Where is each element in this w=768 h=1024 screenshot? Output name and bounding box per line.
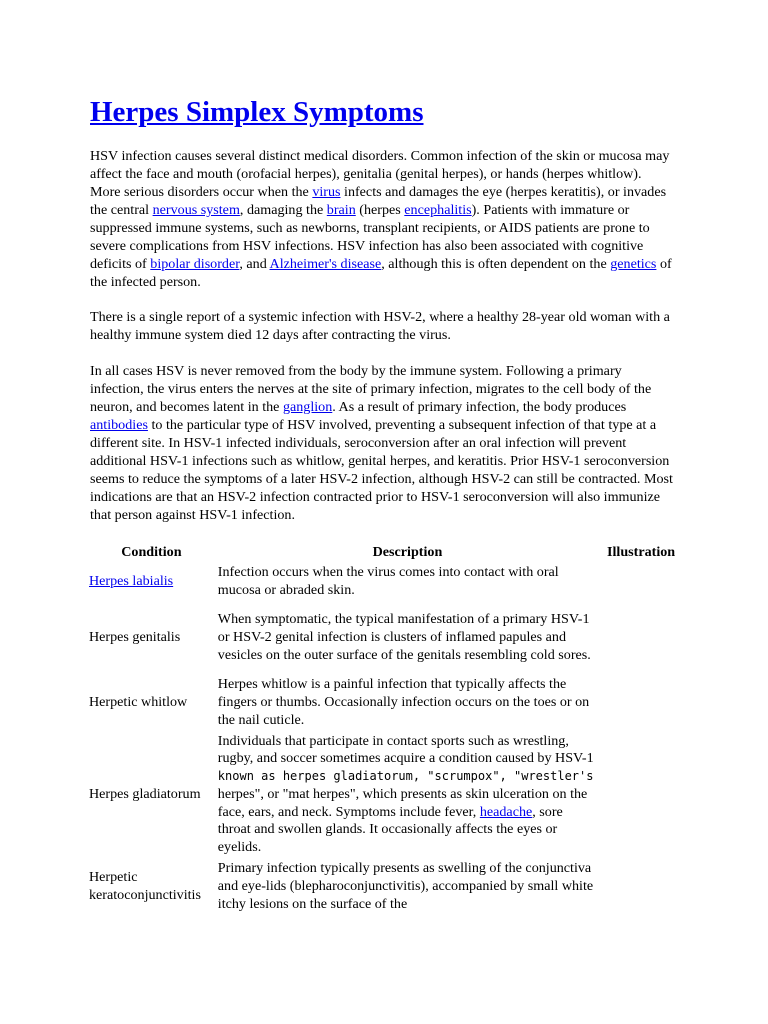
table-row — [88, 860, 682, 914]
header-condition: Condition — [121, 544, 182, 560]
condition-cell — [88, 564, 215, 600]
conditions-table — [86, 542, 684, 916]
link-brain[interactable]: brain — [326, 202, 356, 218]
paragraph-latency — [90, 362, 674, 524]
text: , and — [239, 256, 270, 272]
condition-cell: Herpes genitalis — [89, 628, 181, 645]
text: ). Patients with immature or suppressed immune systems, such as newborns, transplant recipients, or AIDS patients are prone to severe complications from HSV infections. HSV infection has also been associated with cognitive deficits of — [90, 202, 650, 272]
illustration-cell — [600, 564, 682, 600]
text: In all cases HSV is never removed from the body by the immune system. Following a primary infection, the virus enters the nerves at the site of primary infection, migrates to the cell body of the neuron, and becomes latent in the — [90, 363, 652, 415]
link-encephalitis[interactable]: encephalitis — [404, 202, 472, 218]
table-header-row — [88, 544, 682, 562]
description-cell — [217, 732, 598, 858]
link-virus[interactable]: virus — [312, 184, 341, 200]
text: to the particular type of HSV involved, preventing a subsequent infection of that type at a different site. In HSV-1 infected individuals, seroconversion after an oral infection will prevent additional HSV-1 infections such as whitlow, genital herpes, and keratitis. Prior HSV-1 seroconversion seems to reduce the symptoms of a later HSV-2 infection, although HSV-2 can still be contracted. Most indications are that an HSV-2 infection contracted prior to HSV-1 seroconversion will also immunize that person against HSV-1 infection. — [90, 417, 673, 523]
link-ganglion[interactable]: ganglion — [282, 399, 333, 415]
illustration-cell — [600, 732, 682, 858]
link-nervous-system[interactable]: nervous system — [152, 202, 240, 218]
link-bipolar-disorder[interactable]: bipolar disorder — [150, 256, 240, 272]
text-mono: known as herpes gladiatorum, "scrumpox", "wrestler's — [217, 769, 594, 784]
illustration-cell — [600, 860, 682, 914]
description-cell: When symptomatic, the typical manifestation of a primary HSV-1 or HSV-2 genital infection is clusters of inflamed papules and vesicles on the outer surface of the genitals resembling cold sores. — [217, 611, 591, 663]
header-illustration: Illustration — [607, 544, 676, 560]
condition-cell: Herpetic whitlow — [89, 693, 188, 710]
table-row — [88, 676, 682, 730]
link-genetics[interactable]: genetics — [610, 256, 657, 272]
link-herpes-labialis[interactable]: Herpes labialis — [89, 572, 174, 589]
title-link[interactable]: Herpes Simplex Symptoms — [90, 96, 424, 128]
text: . As a result of primary infection, the body produces — [332, 399, 627, 415]
condition-cell: Herpetic keratoconjunctivitis — [89, 869, 201, 903]
paragraph-intro — [90, 147, 674, 291]
illustration-cell — [600, 676, 682, 730]
description-cell: Herpes whitlow is a painful infection that typically affects the fingers or thumbs. Occasionally infection occurs on the toes or on the nail cuticle. — [217, 676, 590, 728]
text: Individuals that participate in contact sports such as wrestling, rugby, and soccer sometimes acquire a condition caused by HSV-1 — [217, 732, 594, 767]
header-description: Description — [372, 544, 443, 560]
text: , damaging the — [239, 202, 327, 218]
text: (herpes — [355, 202, 405, 218]
description-cell: Primary infection typically presents as swelling of the conjunctiva and eye-lids (blepharoconjunctivitis), accompanied by small white itchy lesions on the surface of the — [217, 860, 594, 912]
page-title[interactable] — [90, 92, 424, 132]
link-alzheimers-disease[interactable]: Alzheimer's disease — [269, 256, 382, 272]
text: , although this is often dependent on the — [381, 256, 611, 272]
description-cell: Infection occurs when the virus comes into contact with oral mucosa or abraded skin. — [217, 564, 559, 598]
table-row — [88, 564, 682, 600]
condition-cell: Herpes gladiatorum — [89, 785, 201, 802]
text: herpes", or "mat herpes", which presents as skin ulceration on the face, ears, and neck. Symptoms include fever, — [217, 785, 588, 820]
table-row — [88, 602, 682, 674]
table-row — [88, 732, 682, 858]
link-antibodies[interactable]: antibodies — [90, 417, 148, 433]
text: infects and damages the eye (herpes keratitis), or invades the central — [90, 184, 667, 218]
link-headache[interactable]: headache — [479, 803, 533, 820]
paragraph-systemic: There is a single report of a systemic infection with HSV-2, where a healthy 28-year old woman with a healthy immune system died 12 days after contracting the virus. — [90, 309, 670, 343]
text: of the infected person. — [90, 256, 672, 290]
text: , sore throat and swollen glands. It occasionally affects the eyes or eyelids. — [217, 803, 563, 856]
illustration-cell — [600, 602, 682, 674]
text: HSV infection causes several distinct medical disorders. Common infection of the skin or mucosa may affect the face and mouth (orofacial herpes), genitalia (genital herpes), or hands (herpes whitlow). More serious disorders occur when the — [90, 148, 670, 200]
